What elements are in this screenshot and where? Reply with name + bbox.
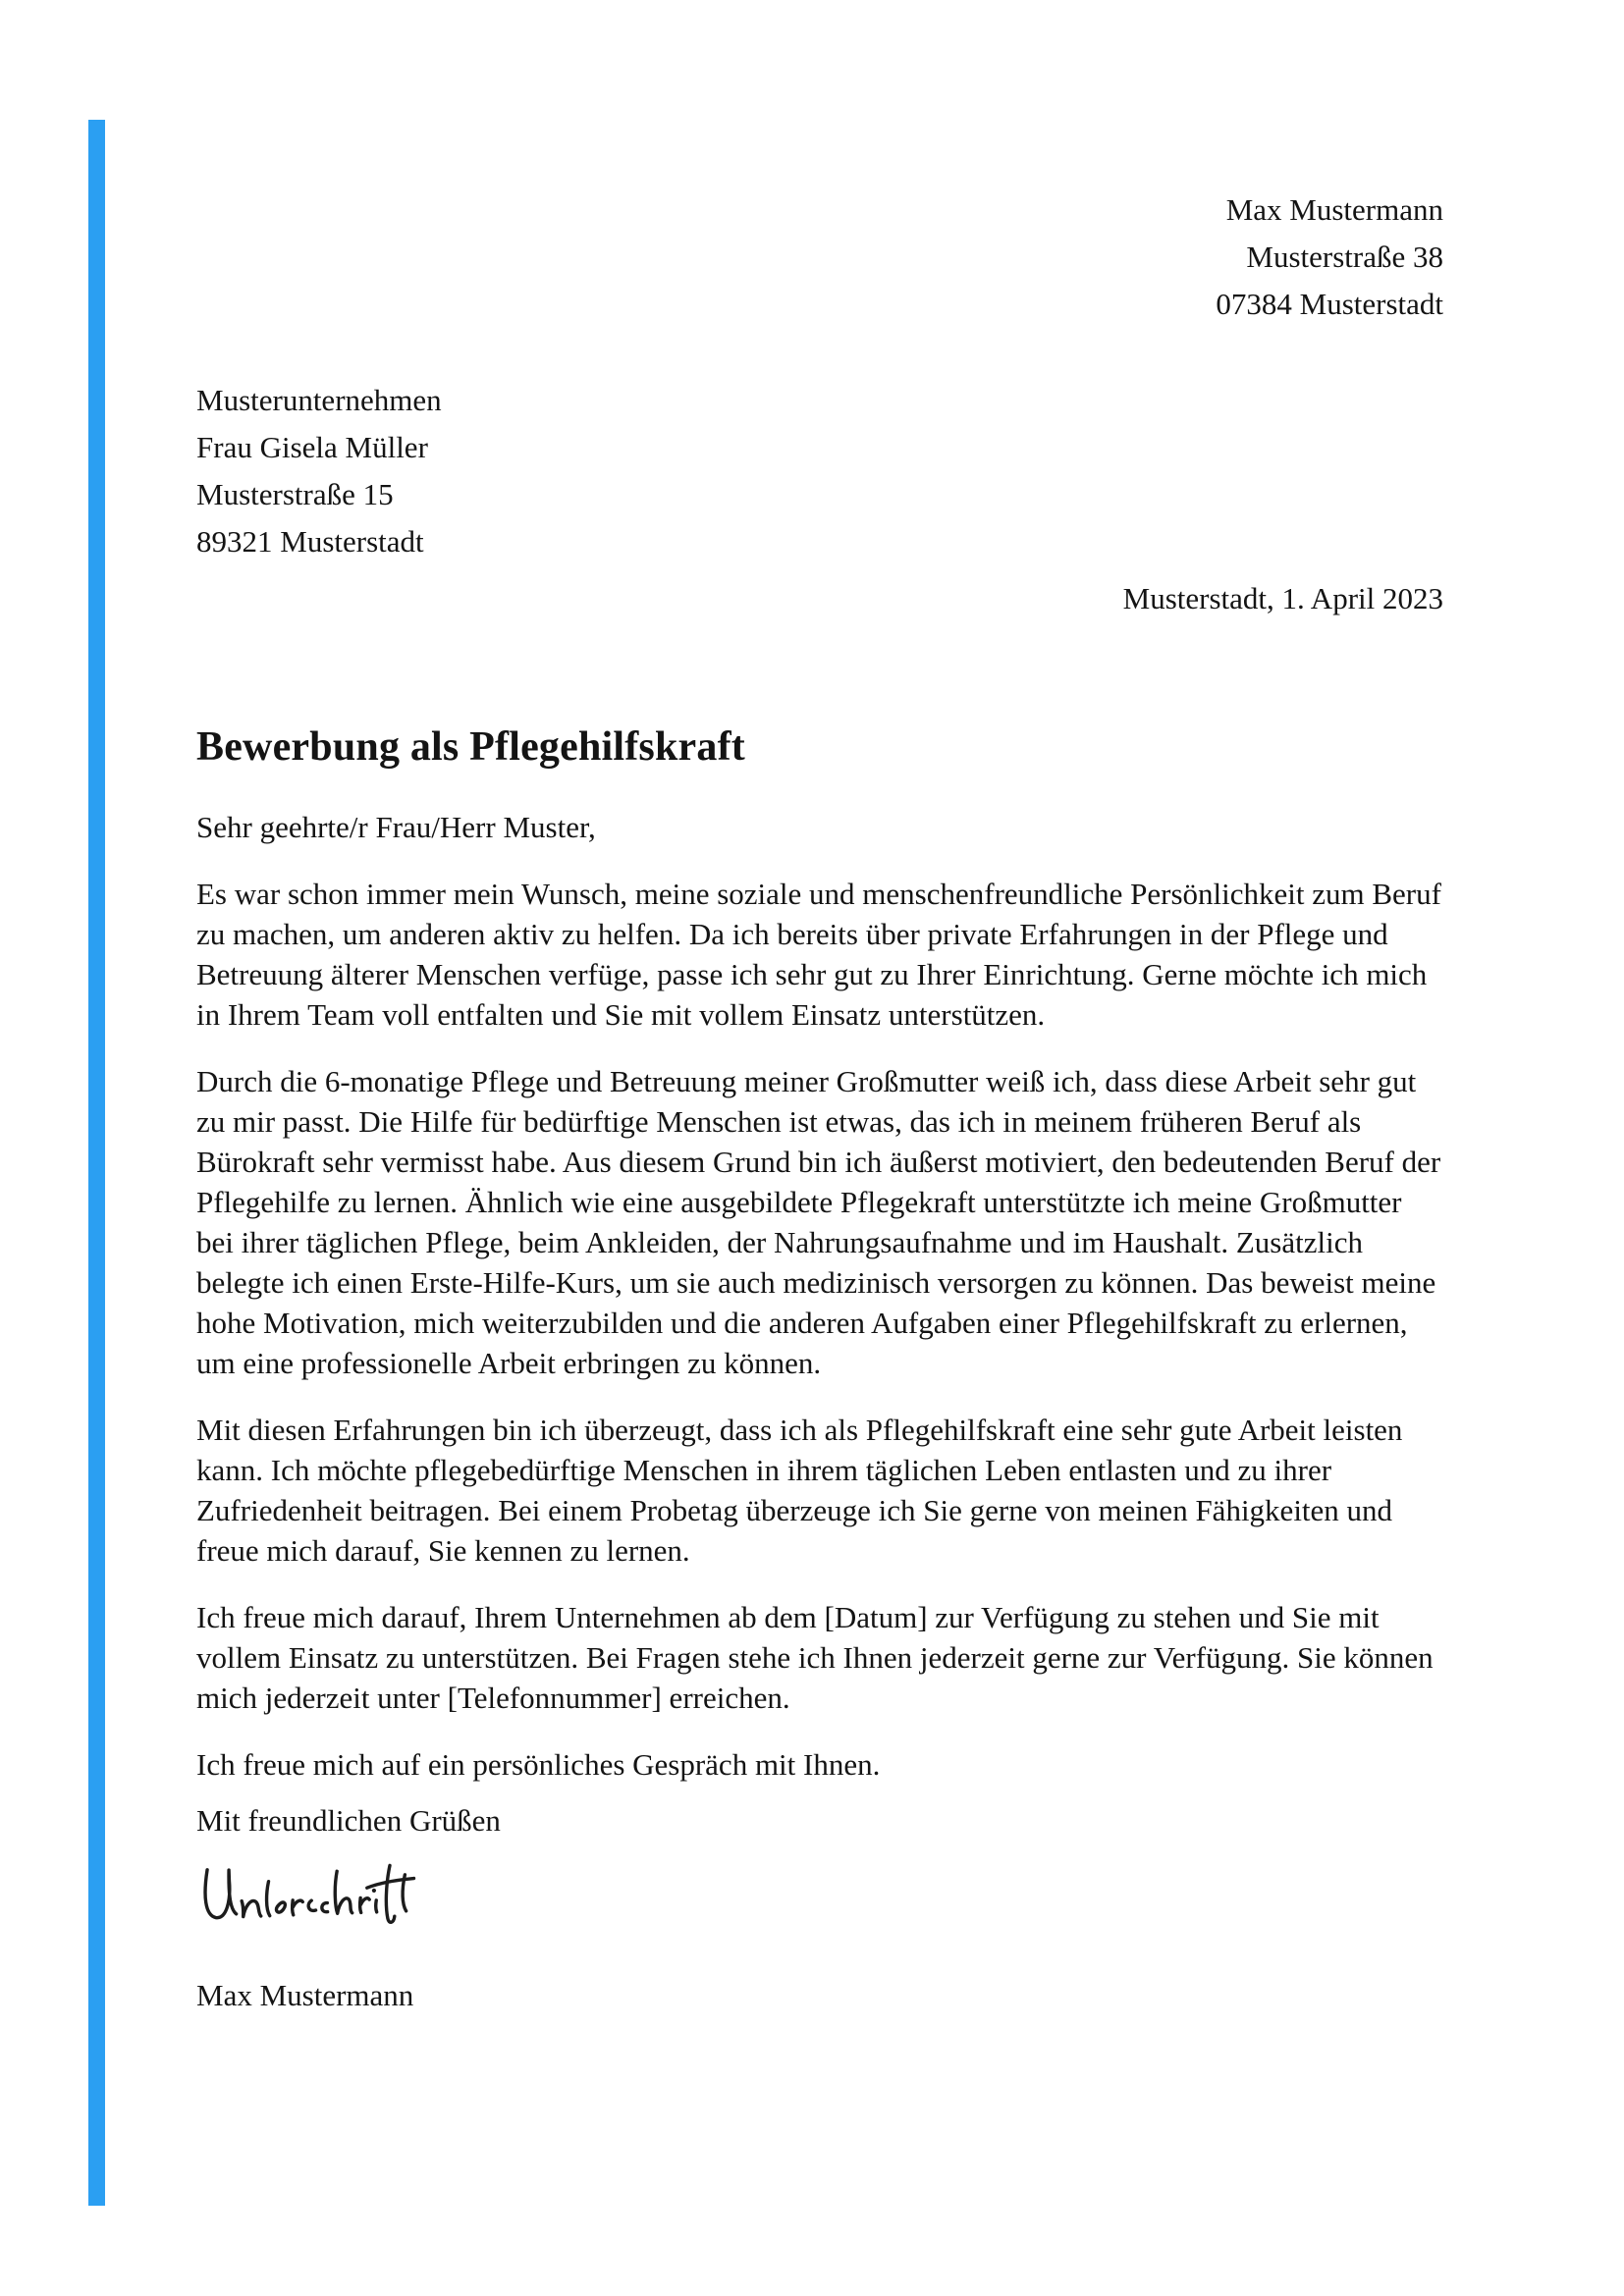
sender-address-block bbox=[196, 187, 1443, 328]
date-line: Musterstadt, 1. April 2023 bbox=[1122, 581, 1443, 615]
recipient-company: Musterunternehmen bbox=[196, 383, 442, 417]
salutation: Sehr geehrte/r Frau/Herr Muster, bbox=[196, 810, 596, 844]
body-paragraph: Es war schon immer mein Wunsch, meine soziale und menschenfreundliche Persönlichkeit zum Beruf zu machen, um anderen aktiv zu helfen. Da ich bereits über private Erfahrungen in der Pflege und Betreuung älterer Menschen verfüge, passe ich sehr gut zu Ihrer Einrichtung. Gerne möchte ich mich in Ihrem Team voll entfalten und Sie mit vollem Einsatz unterstützen. bbox=[196, 877, 1441, 1032]
sender-city: 07384 Musterstadt bbox=[1216, 287, 1443, 321]
subject-heading: Bewerbung als Pflegehilfskraft bbox=[196, 724, 745, 770]
recipient-contact: Frau Gisela Müller bbox=[196, 430, 428, 464]
signer-name: Max Mustermann bbox=[196, 1978, 414, 2012]
recipient-city: 89321 Musterstadt bbox=[196, 524, 424, 559]
signature-handwriting-text bbox=[434, 1841, 435, 1842]
body-paragraph: Durch die 6-monatige Pflege und Betreuung meiner Großmutter weiß ich, dass diese Arbeit sehr gut zu mir passt. Die Hilfe für bedürftige Menschen ist etwas, das ich in meinem früheren Beruf als Bürokraft sehr vermisst habe. Aus diesem Grund bin ich äußerst motiviert, den bedeutenden Beruf der Pflegehilfe zu lernen. Ähnlich wie eine ausgebildete Pflegekraft unterstützte ich meine Großmutter bei ihrer täglichen Pflege, beim Ankleiden, der Nahrungsaufnahme und im Haushalt. Zusätzlich belegte ich einen Erste-Hilfe-Kurs, um sie auch medizinisch versorgen zu können. Das beweist meine hohe Motivation, mich weiterzubilden und die anderen Aufgaben einer Pflegehilfskraft zu erlernen, um eine professionelle Arbeit erbringen zu können. bbox=[196, 1064, 1441, 1380]
body-paragraph: Mit diesen Erfahrungen bin ich überzeugt, dass ich als Pflegehilfskraft eine sehr gute Arbeit leisten kann. Ich möchte pflegebedürftige Menschen in ihrem täglichen Leben entlasten und zu ihrer Zufriedenheit beitragen. Bei einem Probetag überzeuge ich Sie gerne von meinen Fähigkeiten und freue mich darauf, Sie kennen zu lernen. bbox=[196, 1413, 1403, 1568]
letter-content bbox=[0, 187, 1624, 2015]
signature-image bbox=[198, 1854, 434, 1935]
recipient-street: Musterstraße 15 bbox=[196, 477, 394, 511]
closing-regards: Mit freundlichen Grüßen bbox=[196, 1803, 501, 1838]
sender-street: Musterstraße 38 bbox=[1246, 240, 1443, 274]
recipient-address-block bbox=[196, 377, 1443, 565]
body-paragraph: Ich freue mich darauf, Ihrem Unternehmen ab dem [Datum] zur Verfügung zu stehen und Sie mit vollem Einsatz zu unterstützen. Bei Fragen stehe ich Ihnen jederzeit gerne zur Verfügung. Sie können mich jederzeit unter [Telefonnummer] erreichen. bbox=[196, 1600, 1434, 1715]
body-paragraph: Ich freue mich auf ein persönliches Gespräch mit Ihnen. bbox=[196, 1747, 881, 1782]
sender-name: Max Mustermann bbox=[1225, 192, 1443, 227]
